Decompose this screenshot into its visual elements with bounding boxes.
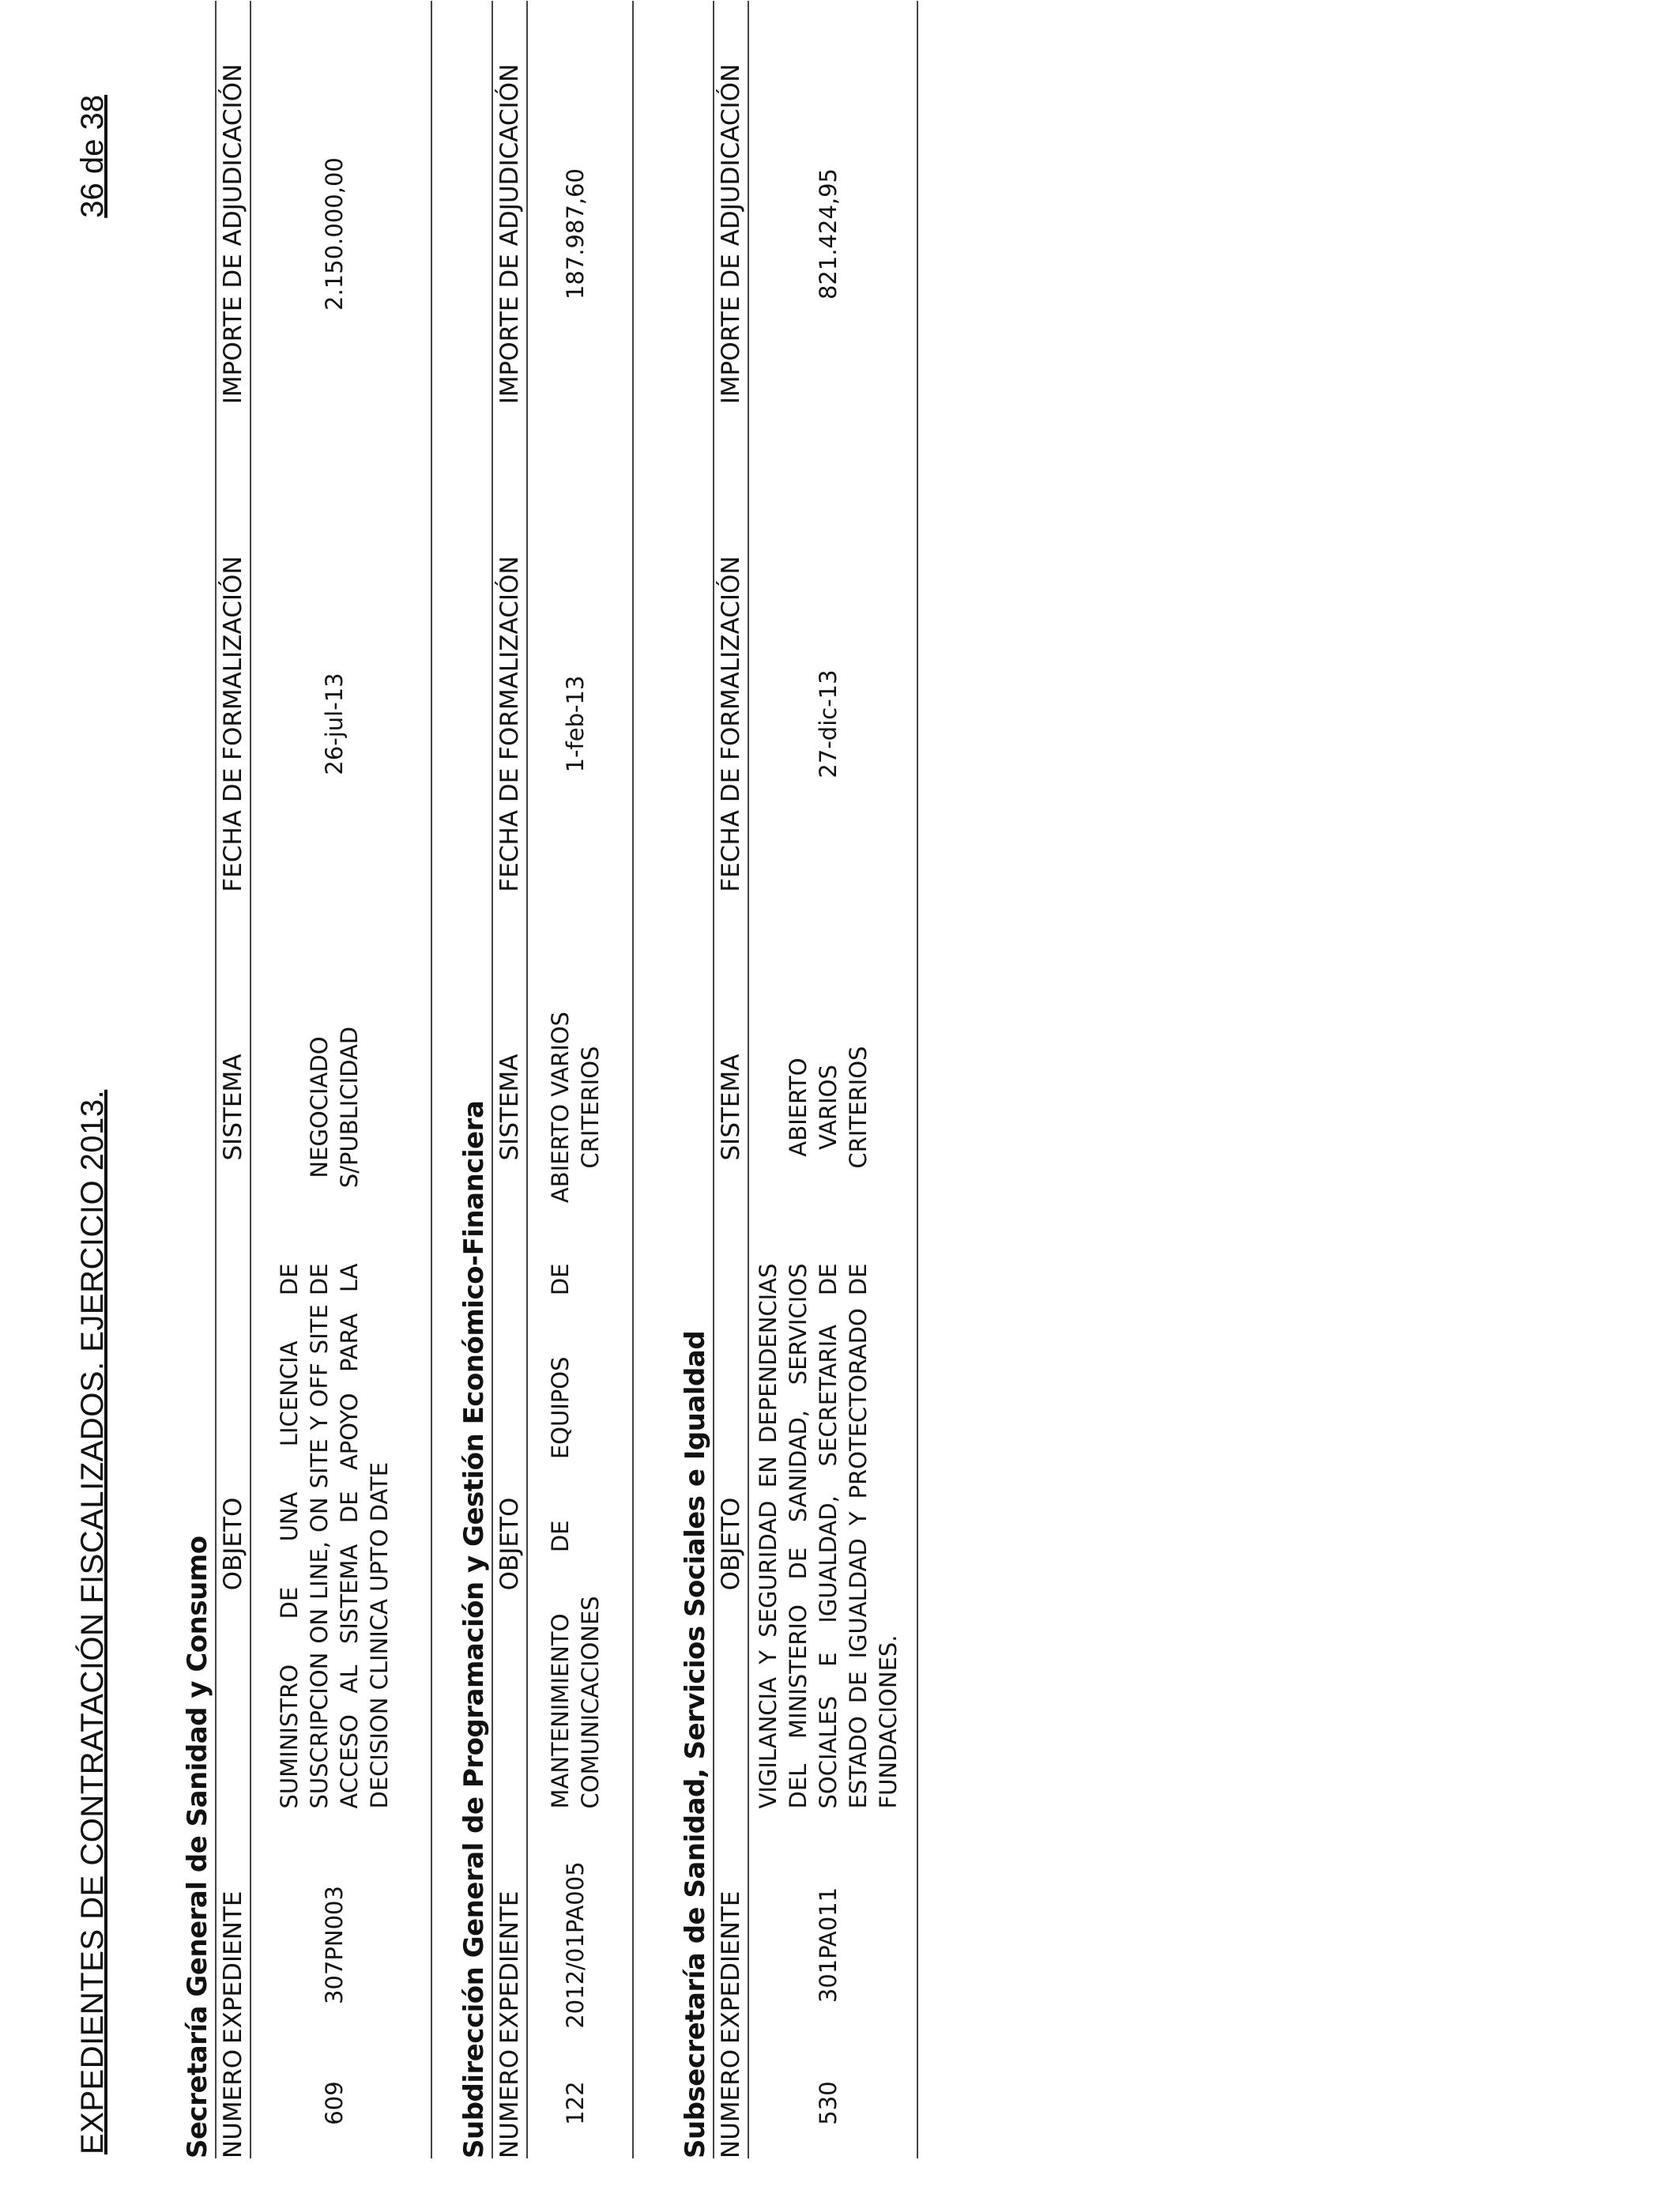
table-row xyxy=(749,1,907,2158)
col-header-importe: IMPORTE DE ADJUDICACIÓN xyxy=(219,63,247,405)
cell-objeto: VIGILANCIA Y SEGURIDAD EN DEPENDENCIAS DEL MINISTERIO DE SANIDAD, SERVICIOS SOCIALES E IGUALDAD, SECRETARIA DE ESTADO DE IGUALDAD Y PROTECTORADO DE FUNDACIONES. xyxy=(755,1263,902,1809)
section-divider xyxy=(632,1,634,2158)
cell-expediente: 2012/01PA005 xyxy=(562,1861,589,2029)
col-header-objeto: OBJETO xyxy=(219,1497,247,1591)
col-header-importe: IMPORTE DE ADJUDICACIÓN xyxy=(495,63,524,405)
cell-objeto: MANTENIMIENTO DE EQUIPOS DE COMUNICACIONES xyxy=(547,1263,604,1809)
col-header-fecha: FECHA DE FORMALIZACIÓN xyxy=(219,556,247,892)
cell-importe: 187.987,60 xyxy=(562,168,589,300)
section-subsecretaria xyxy=(680,1,932,2158)
cell-expediente: 307PN003 xyxy=(321,1886,348,2004)
section-divider xyxy=(917,1,918,2158)
table-row xyxy=(251,1,417,2158)
table-header xyxy=(215,1,251,2158)
col-header-expediente: EXPEDIENTE xyxy=(495,1891,524,2044)
cell-fecha: 26-jul-13 xyxy=(321,673,348,775)
col-header-sistema: SISTEMA xyxy=(717,1054,745,1161)
cell-importe: 2.150.000,00 xyxy=(321,157,348,311)
table-header xyxy=(713,1,749,2158)
section-sanidad-consumo xyxy=(182,1,450,2158)
page-number: 36 de 38 xyxy=(75,95,110,218)
cell-fecha: 27-dic-13 xyxy=(815,669,842,778)
col-header-expediente: EXPEDIENTE xyxy=(717,1891,745,2044)
section-title: Secretaría General de Sanidad y Consumo xyxy=(182,1536,213,2158)
col-header-importe: IMPORTE DE ADJUDICACIÓN xyxy=(717,63,745,405)
cell-importe: 821.424,95 xyxy=(815,168,842,300)
section-divider xyxy=(431,1,432,2158)
table-row xyxy=(528,1,623,2158)
col-header-fecha: FECHA DE FORMALIZACIÓN xyxy=(495,556,524,892)
section-programacion-gestion xyxy=(458,1,664,2158)
col-header-fecha: FECHA DE FORMALIZACIÓN xyxy=(717,556,745,892)
cell-numero: 530 xyxy=(815,2081,842,2125)
col-header-sistema: SISTEMA xyxy=(219,1054,247,1161)
col-header-objeto: OBJETO xyxy=(717,1497,745,1591)
col-header-numero: NUMERO xyxy=(717,2049,745,2158)
cell-sistema: ABIERTO VARIOS CRITERIOS xyxy=(547,1011,604,1204)
cell-sistema: NEGOCIADO S/PUBLICIDAD xyxy=(306,1026,363,1189)
col-header-numero: NUMERO xyxy=(219,2049,247,2158)
col-header-sistema: SISTEMA xyxy=(495,1054,524,1161)
col-header-numero: NUMERO xyxy=(495,2049,524,2158)
document-title: EXPEDIENTES DE CONTRATACIÓN FISCALIZADOS. EJERCICIO 2013. xyxy=(75,1089,110,2154)
cell-expediente: 301PA011 xyxy=(815,1887,842,2004)
cell-fecha: 1-feb-13 xyxy=(562,675,589,773)
section-title: Subsecretaría de Sanidad, Servicios Sociales e Igualdad xyxy=(680,1330,711,2158)
section-title: Subdirección General de Programación y Gestión Económico-Financiera xyxy=(458,1100,490,2158)
cell-numero: 122 xyxy=(562,2081,589,2125)
cell-numero: 609 xyxy=(321,2081,348,2125)
col-header-expediente: EXPEDIENTE xyxy=(219,1891,247,2044)
table-header xyxy=(492,1,528,2158)
col-header-objeto: OBJETO xyxy=(495,1497,524,1591)
cell-objeto: SUMINISTRO DE UNA LICENCIA DE SUSCRIPCION ON LINE, ON SITE Y OFF SITE DE ACCESO AL SISTEMA DE APOYO PARA LA DECISION CLINICA UPTO DATE xyxy=(276,1263,393,1809)
cell-sistema: ABIERTO VARIOS CRITERIOS xyxy=(785,1046,872,1169)
